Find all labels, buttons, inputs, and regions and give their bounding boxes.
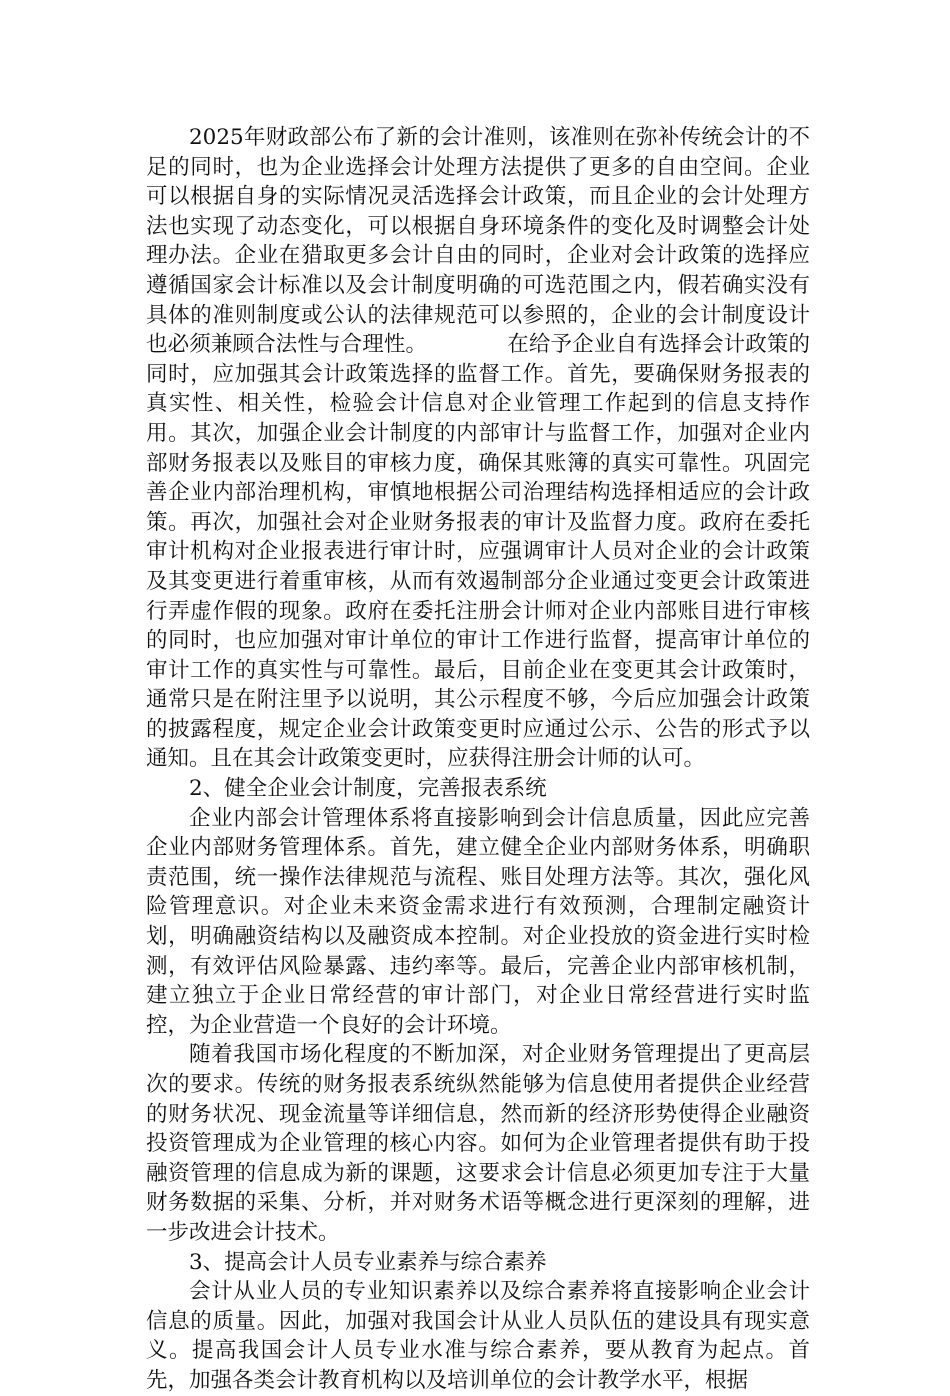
- document-body: [146, 123, 810, 1396]
- section-heading-3: 3、提高会计人员专业素养与综合素养: [189, 1249, 547, 1275]
- section-heading-2: 2、健全企业会计制度，完善报表系统: [189, 776, 547, 802]
- paragraph-staff-quality: 会计从业人员的专业知识素养以及综合素养将直接影响企业会计信息的质量。因此，加强对我国会计从业人员队伍的建设具有现实意义。提高我国会计人员专业水准与综合素养，要从教育为起点。首先，加强各类会计教育机构以及培训单位的会计教学水平，根据: [146, 1279, 810, 1393]
- paragraph-market-deepening: 随着我国市场化程度的不断加深，对企业财务管理提出了更高层次的要求。传统的财务报表系统纵然能够为信息使用者提供企业经营的财务状况、现金流量等详细信息，然而新的经济形势使得企业融资投资管理成为企业管理的核心内容。如何为企业管理者提供有助于投融资管理的信息成为新的课题，这要求会计信息必须更加专注于大量财务数据的采集、分析，并对财务术语等概念进行更深刻的理解，进一步改进会计技术。: [146, 1042, 810, 1245]
- paragraph-internal-management: 企业内部会计管理体系将直接影响到会计信息质量，因此应完善企业内部财务管理体系。首先，建立健全企业内部财务体系，明确职责范围，统一操作法律规范与流程、账目处理方法等。其次，强化风险管理意识。对企业未来资金需求进行有效预测，合理制定融资计划，明确融资结构以及融资成本控制。对企业投放的资金进行实时检测，有效评估风险暴露、违约率等。最后，完善企业内部审核机制，建立独立于企业日常经营的审计部门，对企业日常经营进行实时监控，为企业营造一个良好的会计环境。: [146, 805, 810, 1038]
- paragraph-accounting-policy-part1: 2025年财政部公布了新的会计准则，该准则在弥补传统会计的不足的同时，也为企业选择会计处理方法提供了更多的自由空间。企业可以根据自身的实际情况灵活选择会计政策，而且企业的会计处理方法也实现了动态变化，可以根据自身环境条件的变化及时调整会计处理办法。企业在猎取更多会计自由的同时，企业对会计政策的选择应遵循国家会计标准以及会计制度明确的可选范围之内，假若确实没有具体的准则制度或公认的法律规范可以参照的，企业的会计制度设计也必须兼顾合法性与合理性。: [146, 125, 810, 358]
- paragraph-accounting-policy-part2: 在给予企业自有选择会计政策的同时，应加强其会计政策选择的监督工作。首先，要确保财务报表的真实性、相关性，检验会计信息对企业管理工作起到的信息支持作用。其次，加强企业会计制度的内部审计与监督工作，加强对企业内部财务报表以及账目的审核力度，确保其账簿的真实可靠性。巩固完善企业内部治理机构，审慎地根据公司治理结构选择相适应的会计政策。再次，加强社会对企业财务报表的审计及监督力度。政府在委托审计机构对企业报表进行审计时，应强调审计人员对企业的会计政策及其变更进行着重审核，从而有效遏制部分企业通过变更会计政策进行弄虚作假的现象。政府在委托注册会计师对企业内部账目进行审核的同时，也应加强对审计单位的审计工作进行监督，提高审计单位的审计工作的真实性与可靠性。最后，目前企业在变更其会计政策时，通常只是在附注里予以说明，其公示程度不够，今后应加强会计政策的披露程度，规定企业会计政策变更时应通过公示、公告的形式予以通知。且在其会计政策变更时，应获得注册会计师的认可。: [146, 332, 810, 772]
- paragraph-accounting-policy: [146, 123, 810, 774]
